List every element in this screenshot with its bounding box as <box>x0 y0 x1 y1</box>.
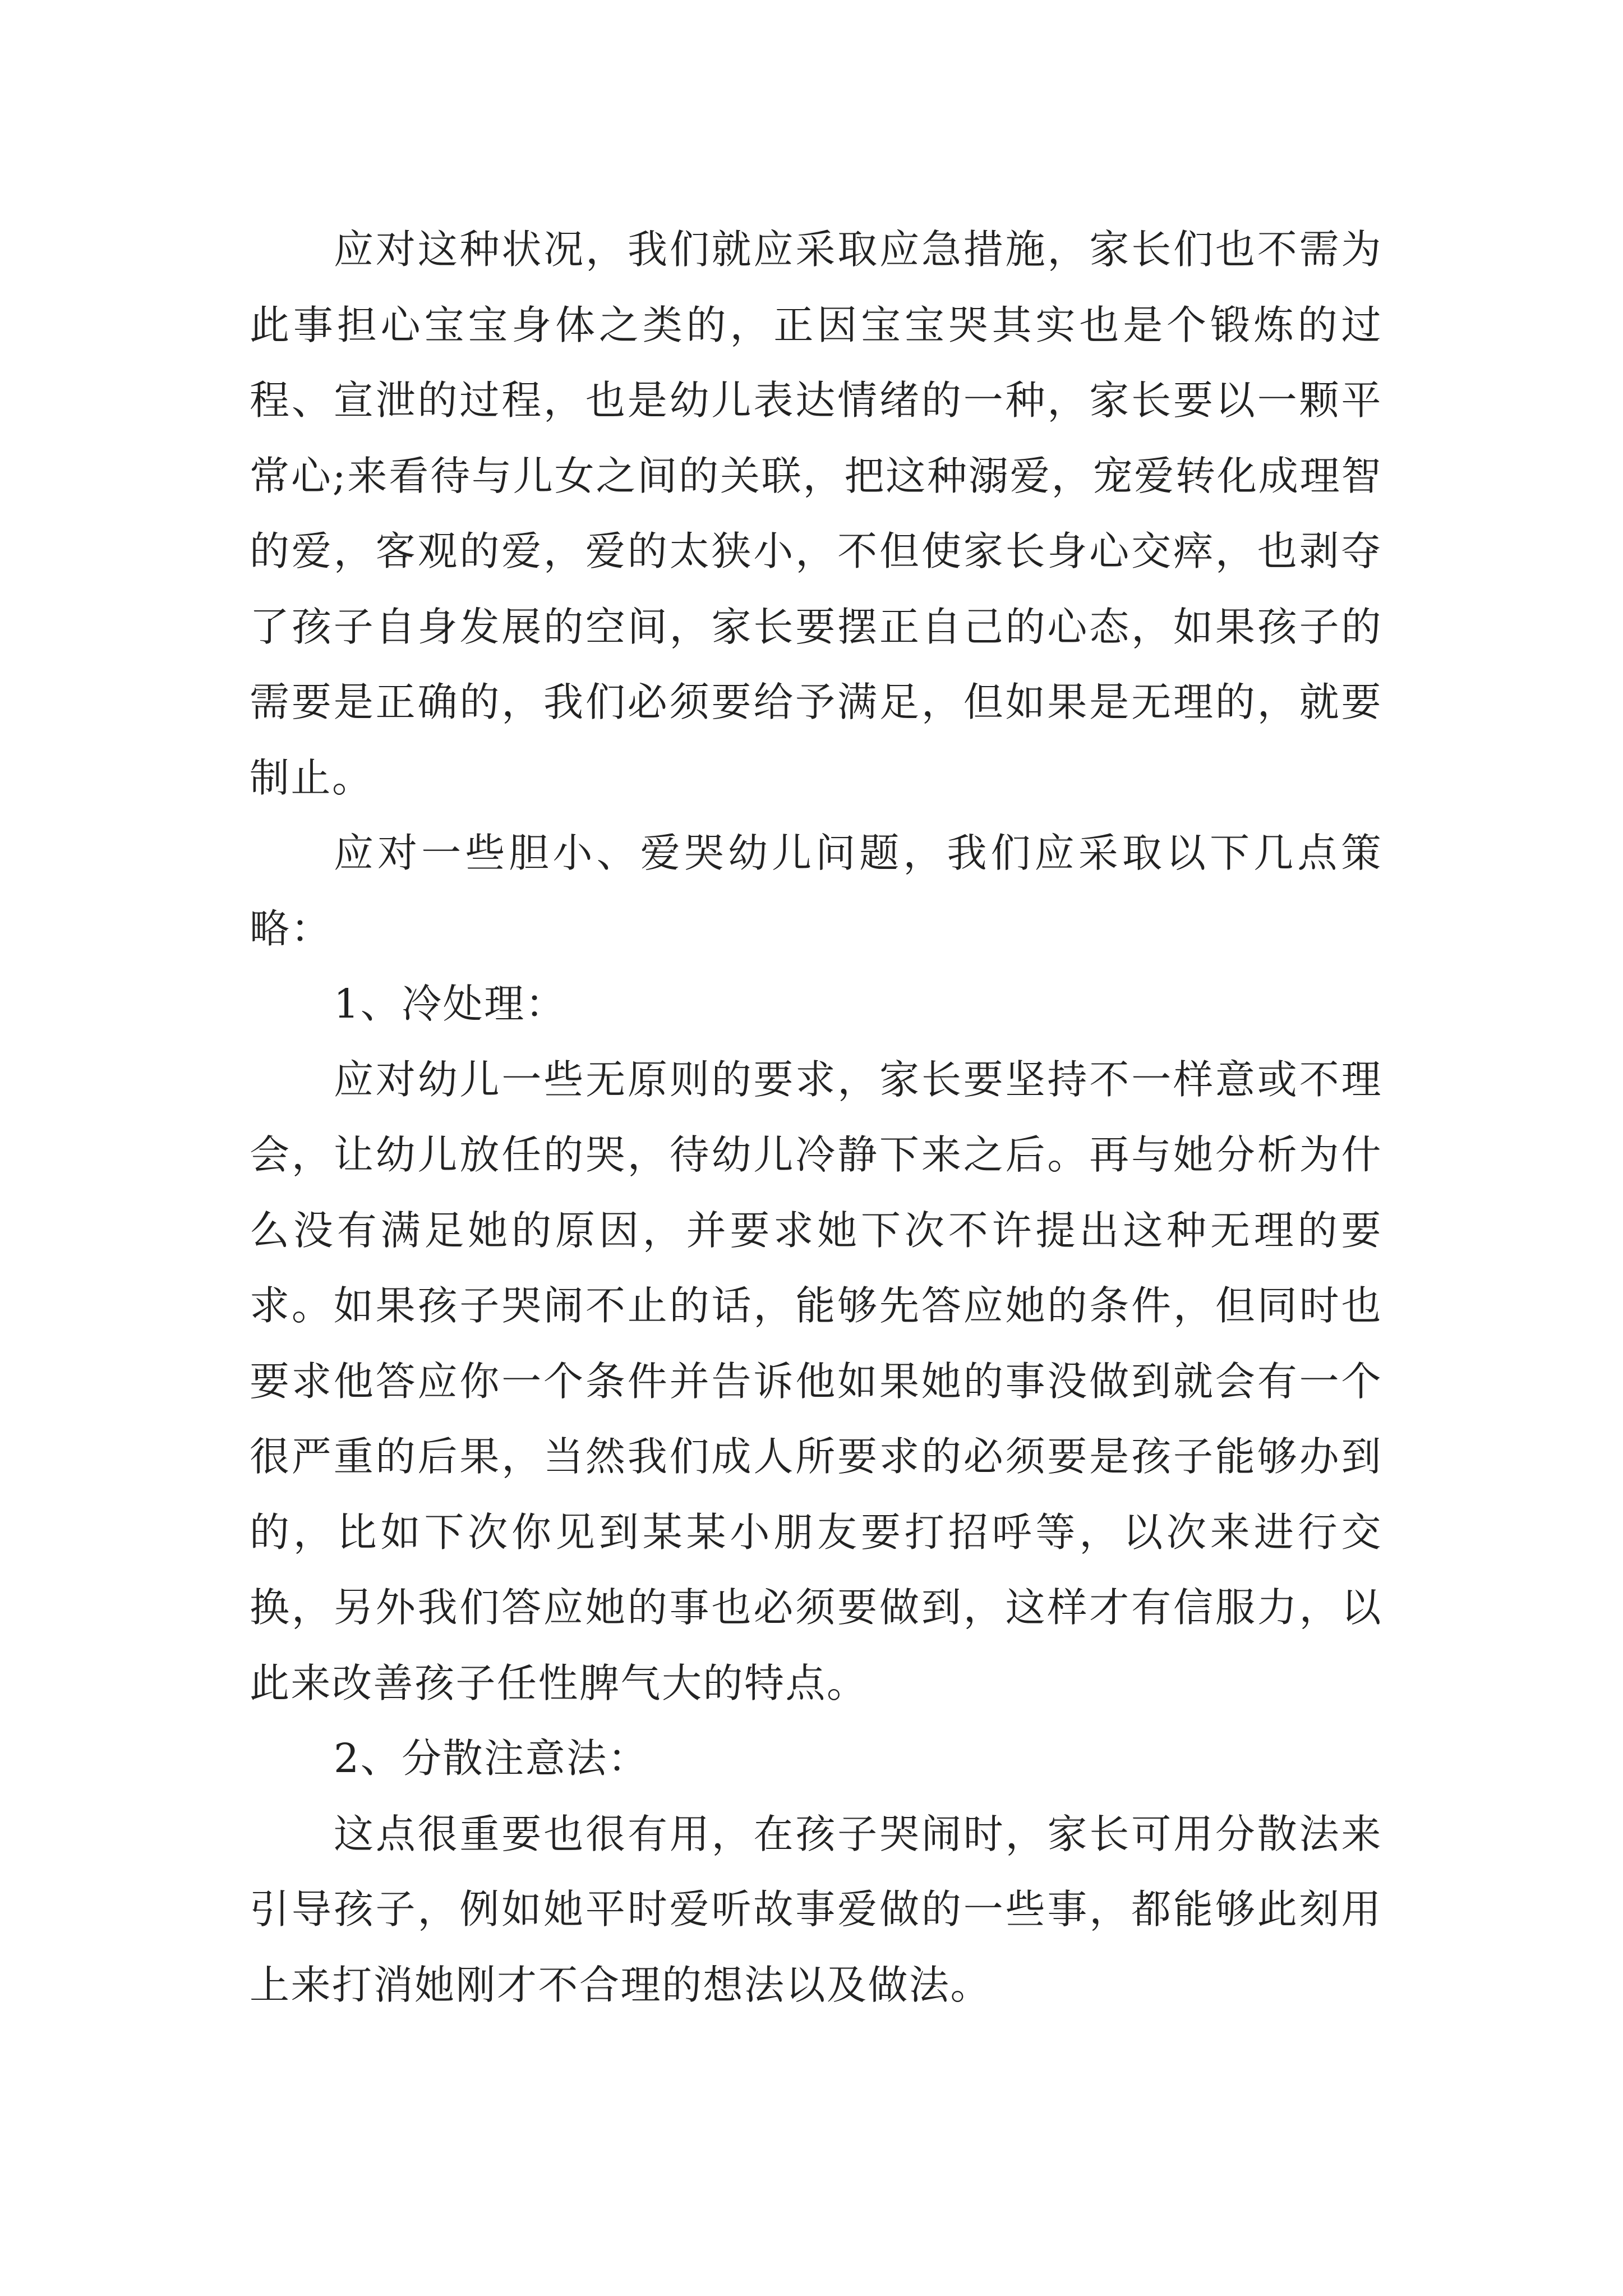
paragraph-distraction-method: 这点很重要也很有用，在孩子哭闹时，家长可用分散法来引导孩子，例如她平时爱听故事爱做的一些事，都能够此刻用上来打消她刚才不合理的想法以及做法。 <box>250 1810 1382 2008</box>
paragraph-cold-treatment: 应对幼儿一些无原则的要求，家长要坚持不一样意或不理会，让幼儿放任的哭，待幼儿冷静下来之后。再与她分析为什么没有满足她的原因，并要求她下次不许提出这种无理的要求。如果孩子哭闹不止的话，能够先答应她的条件，但同时也要求他答应你一个条件并告诉他如果她的事没做到就会有一个很严重的后果，当然我们成人所要求的必须要是孩子能够办到的，比如下次你见到某某小朋友要打招呼等，以次来进行交换，另外我们答应她的事也必须要做到，这样才有信服力，以此来改善孩子任性脾气大的特点。 <box>250 1056 1382 1706</box>
heading-cold-treatment: 1、冷处理： <box>334 981 567 1027</box>
document-body <box>250 212 1382 2023</box>
heading-distraction-method: 2、分散注意法： <box>334 1735 649 1782</box>
paragraph-emergency-measures: 应对这种状况，我们就应采取应急措施，家长们也不需为此事担心宝宝身体之类的，正因宝宝哭其实也是个锻炼的过程、宣泄的过程，也是幼儿表达情绪的一种，家长要以一颗平常心;来看待与儿女之间的关联，把这种溺爱，宠爱转化成理智的爱，客观的爱，爱的太狭小，不但使家长身心交瘁，也剥夺了孩子自身发展的空间，家长要摆正自己的心态，如果孩子的需要是正确的，我们必须要给予满足，但如果是无理的，就要制止。 <box>250 226 1382 801</box>
paragraph-strategies-intro: 应对一些胆小、爱哭幼儿问题，我们应采取以下几点策略： <box>250 830 1382 952</box>
